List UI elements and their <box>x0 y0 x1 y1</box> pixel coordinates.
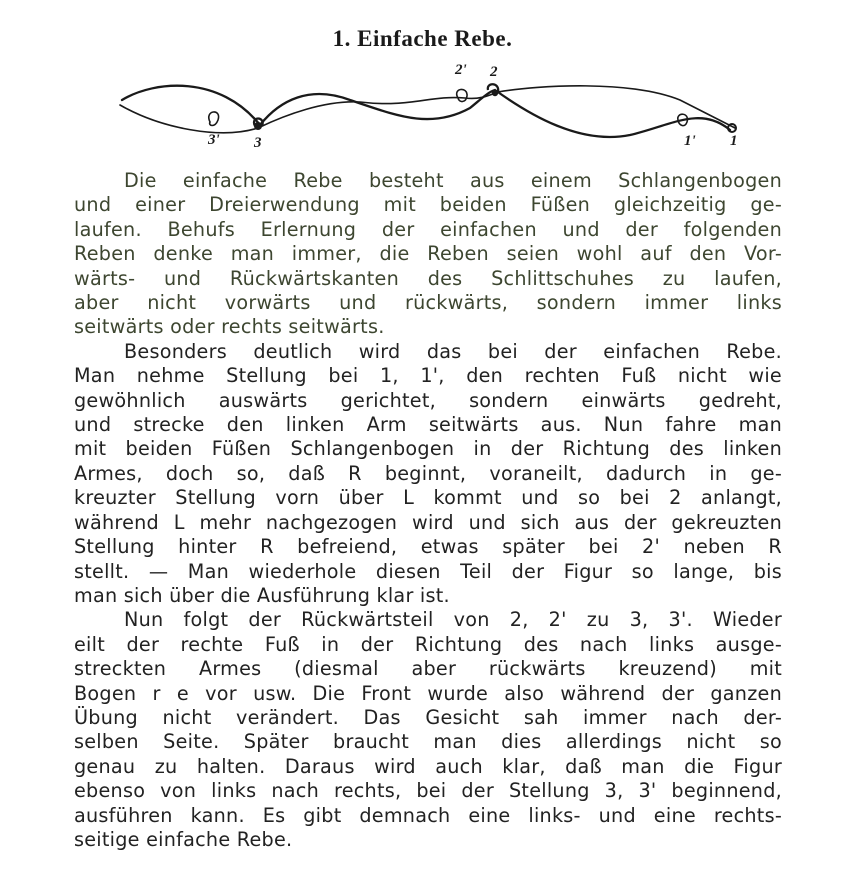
text-line: genau zu halten. Daraus wird auch klar, daß man die Figur <box>74 754 782 778</box>
text-line: ausführen kann. Es gibt demnach eine links- und eine rechts- <box>74 803 782 827</box>
text-line: eilt der rechte Fuß in der Richtung des nach links ausge- <box>74 632 782 656</box>
text-line: Man nehme Stellung bei 1, 1', den rechten Fuß nicht wie <box>74 364 782 388</box>
text-line: man sich über die Ausführung klar ist. <box>74 583 450 607</box>
text-line: kreuzter Stellung vorn über L kommt und so bei 2 anlangt, <box>74 486 782 510</box>
label-1-prime: 1' <box>684 133 696 149</box>
text-line: Stellung hinter R befreiend, etwas später bei 2' neben R <box>74 535 782 559</box>
paragraph-2 <box>74 340 782 608</box>
foot-mark-2 <box>492 90 498 96</box>
text-line: Armes, doch so, daß R beginnt, voraneilt, dadurch in ge- <box>74 461 782 485</box>
text-line: wärts- und Rückwärtskanten des Schlittschuhes zu laufen, <box>74 266 782 290</box>
text-line: seitige einfache Rebe. <box>74 827 293 851</box>
text-line: mit beiden Füßen Schlangenbogen in der Richtung des linken <box>74 437 782 461</box>
paragraph-3 <box>74 608 782 852</box>
text-line: und strecke den linken Arm seitwärts aus. Nun fahre man <box>74 413 782 437</box>
text-line: streckten Armes (diesmal aber rückwärts kreuzend) mit <box>74 657 782 681</box>
label-2: 2 <box>490 64 498 80</box>
text-line: Übung nicht verändert. Das Gesicht sah immer nach der- <box>74 705 782 729</box>
label-3-prime: 3' <box>208 132 220 148</box>
turn-loop-3prime <box>209 112 219 126</box>
label-3: 3 <box>254 135 262 151</box>
text-line: Besonders deutlich wird das bei der einfachen Rebe. <box>124 339 782 363</box>
foot-mark-3 <box>254 122 262 130</box>
body-text <box>74 169 782 852</box>
skating-figure-diagram <box>110 60 760 160</box>
text-line: während L mehr nachgezogen wird und sich aus der gekreuzten <box>74 510 782 534</box>
turn-loop-2prime <box>457 89 467 101</box>
text-line: und einer Dreierwendung mit beiden Füßen gleichzeitig ge- <box>74 193 782 217</box>
text-line: laufen. Behufs Erlernung der einfachen und der folgenden <box>74 217 782 241</box>
text-line: Nun folgt der Rückwärtsteil von 2, 2' zu 3, 3'. Wieder <box>124 608 782 632</box>
text-line: ebenso von links nach rechts, bei der Stellung 3, 3' beginnend, <box>74 779 782 803</box>
text-line: seitwärts oder rechts seitwärts. <box>74 315 385 339</box>
text-line: selben Seite. Später braucht man dies allerdings nicht so <box>74 730 782 754</box>
text-line: Bogen r e vor usw. Die Front wurde also während der ganzen <box>74 681 782 705</box>
text-line: stellt. — Man wiederhole diesen Teil der Figur so lange, bis <box>74 559 782 583</box>
paragraph-1 <box>74 169 782 340</box>
section-title: 1. Einfache Rebe. <box>332 26 513 51</box>
label-2-prime: 2' <box>455 62 467 78</box>
text-line: aber nicht vorwärts und rückwärts, sondern immer links <box>74 291 782 315</box>
text-line: Reben denke man immer, die Reben seien wohl auf den Vor- <box>74 242 782 266</box>
text-line: Die einfache Rebe besteht aus einem Schlangenbogen <box>124 169 782 192</box>
label-1: 1 <box>730 133 738 149</box>
text-line: gewöhnlich auswärts gerichtet, sondern einwärts gedreht, <box>74 388 782 412</box>
